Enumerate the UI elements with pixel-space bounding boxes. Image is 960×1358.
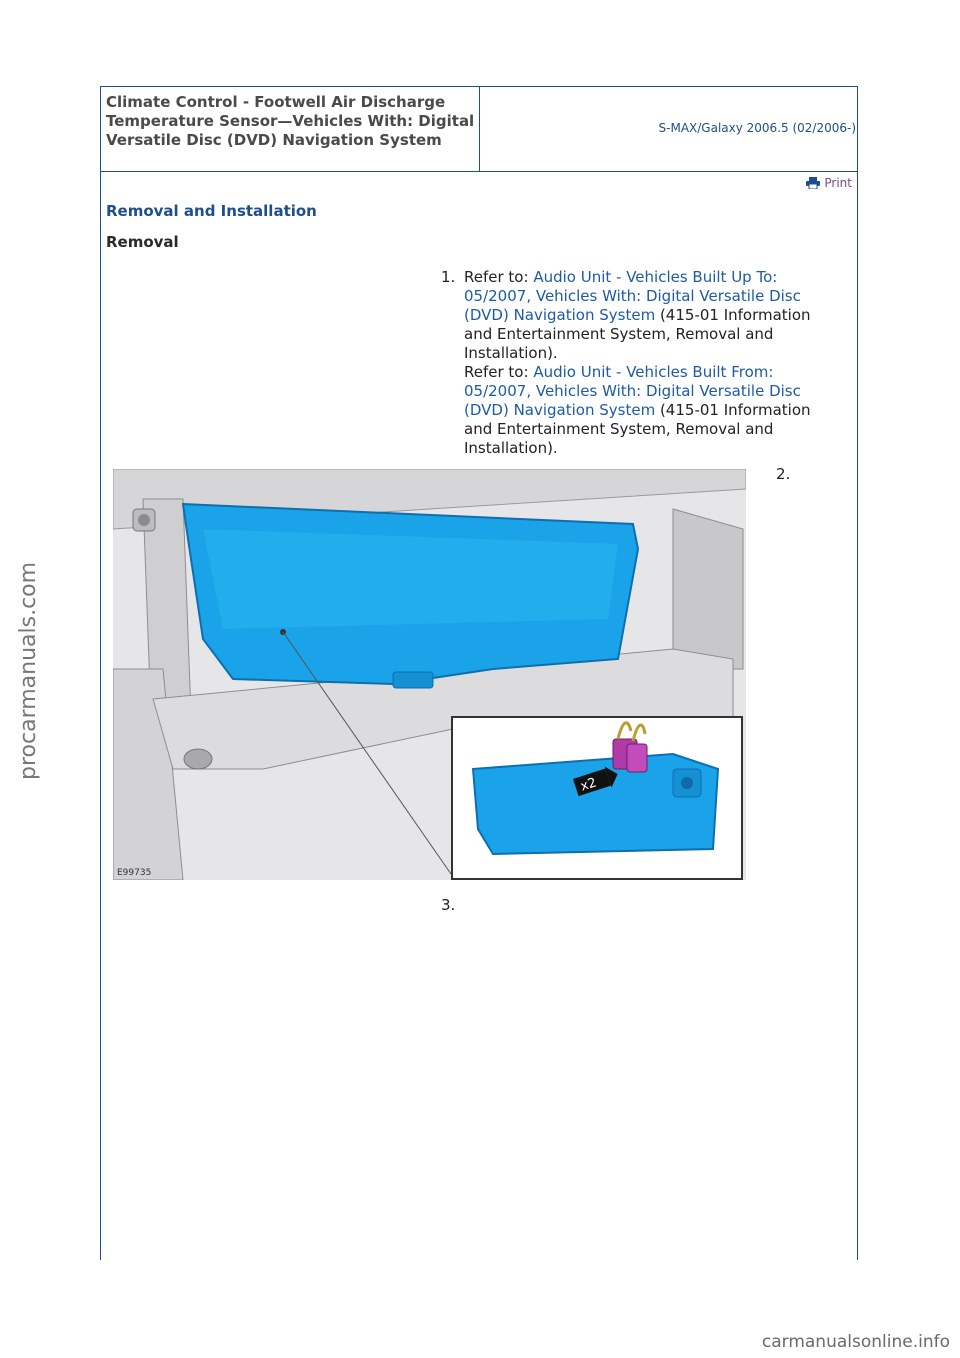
side-watermark: procarmanuals.com <box>16 561 41 780</box>
printer-icon <box>806 177 820 189</box>
header-divider <box>479 86 480 172</box>
audio-unit-link-built-from[interactable]: Audio Unit - Vehicles Built From: 05/2007, Vehicles With: Digital Versatile Disc (DVD) Navigation System <box>464 363 801 419</box>
procedure-illustration <box>113 469 746 880</box>
step-1-text <box>464 268 836 458</box>
step-1-reference-2: Refer to: Audio Unit - Vehicles Built From: 05/2007, Vehicles With: Digital Versatile Disc (DVD) Navigation System (415-01 Information and Entertainment System, Removal and Installation). <box>464 363 811 457</box>
step-number: 2. <box>776 465 791 483</box>
print-label: Print <box>824 176 852 190</box>
count-callout: x2 <box>578 775 599 795</box>
print-button[interactable] <box>806 176 852 190</box>
model-label: S-MAX/Galaxy 2006.5 (02/2006-) <box>658 121 856 135</box>
audio-unit-link-built-up-to[interactable]: Audio Unit - Vehicles Built Up To: 05/2007, Vehicles With: Digital Versatile Disc (DVD) Navigation System <box>464 268 801 324</box>
step-number: 3. <box>441 896 456 914</box>
section-title: Removal and Installation <box>106 202 317 220</box>
step-number: 1. <box>441 268 456 286</box>
step-1-reference-1: Refer to: Audio Unit - Vehicles Built Up To: 05/2007, Vehicles With: Digital Versatile Disc (DVD) Navigation System (415-01 Information and Entertainment System, Removal and Installation). <box>464 268 811 362</box>
subsection-title: Removal <box>106 233 179 251</box>
bottom-watermark: carmanualsonline.info <box>761 1332 950 1352</box>
document-title: Climate Control - Footwell Air Discharge Temperature Sensor—Vehicles With: Digital Versatile Disc (DVD) Navigation System <box>106 93 475 149</box>
figure-id: E99735 <box>117 868 152 878</box>
